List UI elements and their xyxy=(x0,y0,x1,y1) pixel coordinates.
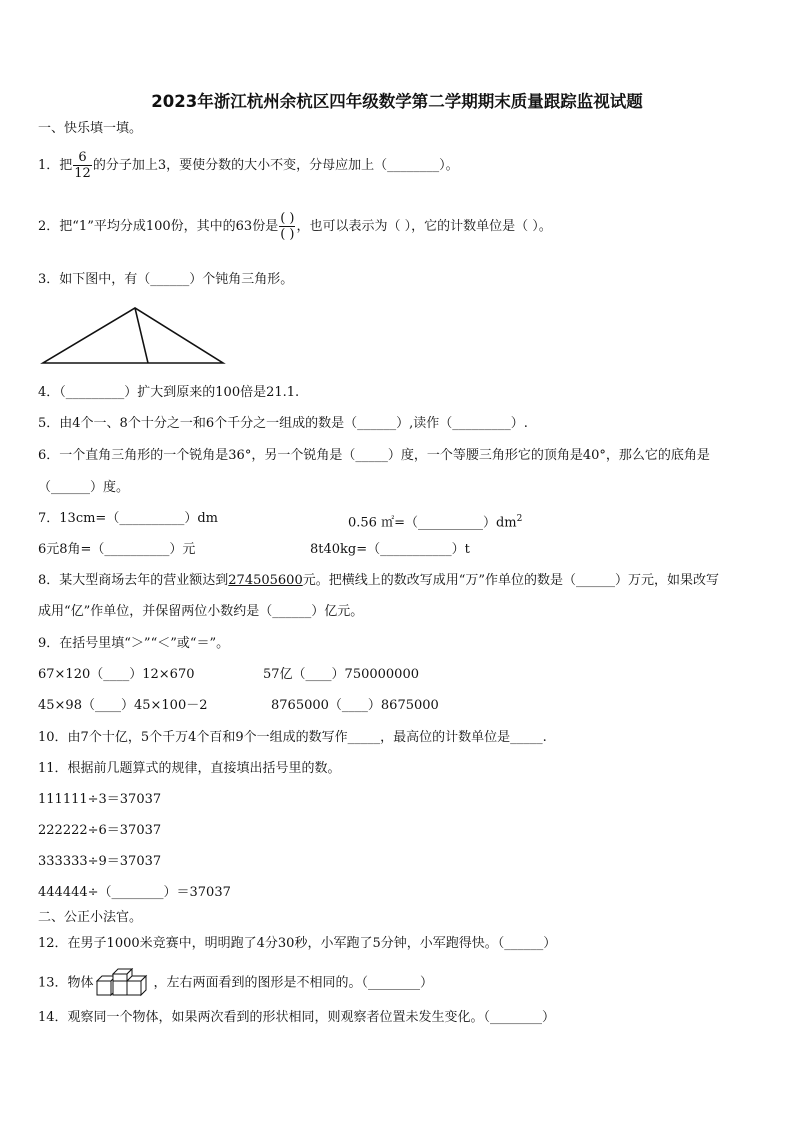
q7-d: 8t40kg=（___________）t xyxy=(310,542,470,557)
q9-a: 67×120（____）12×670 xyxy=(38,667,195,682)
question-6-line-1: 6．一个直角三角形的一个锐角是36°，另一个锐角是（_____）度，一个等腰三角形它的顶角是40°，那么它的底角是 xyxy=(38,448,710,463)
question-8-line-2: 成用“亿”作单位，并保留两位小数约是（______）亿元。 xyxy=(38,604,364,619)
q7-b-text: 0.56 ㎡=（__________）dm xyxy=(348,515,517,531)
question-9-row-1 xyxy=(38,666,758,684)
q1-text-post: 的分子加上3，要使分数的大小不变，分母应加上（________）。 xyxy=(92,158,459,173)
section-heading-2: 二、公正小法官。 xyxy=(38,910,143,925)
q7-b xyxy=(348,510,522,532)
outer-triangle xyxy=(43,308,223,363)
question-6-line-2: （______）度。 xyxy=(38,480,130,495)
dividing-segment xyxy=(135,308,148,363)
q1-text-pre: 1．把 xyxy=(38,158,73,173)
q8-text-post: 元。把横线上的数改写成用“万”作单位的数是（______）万元，如果改写 xyxy=(302,573,720,588)
question-5: 5．由4个一、8个十分之一和6个千分之一组成的数是（______）,读作（_________）. xyxy=(38,416,528,431)
question-4: 4．（_________）扩大到原来的100倍是21.1. xyxy=(38,385,300,400)
q1-numerator: 6 xyxy=(73,150,92,166)
q11-equation: 333333÷9＝37037 xyxy=(38,854,162,869)
question-11-prompt: 11．根据前几题算式的规律，直接填出括号里的数。 xyxy=(38,761,341,776)
q11-equation: 111111÷3＝37037 xyxy=(38,792,162,807)
q13-text-post: ，左右两面看到的图形是不相同的。（________） xyxy=(153,975,434,991)
q11-equation: 222222÷6＝37037 xyxy=(38,823,162,838)
q11-equation: 444444÷（________）＝37037 xyxy=(38,885,231,900)
q1-denominator: 12 xyxy=(74,166,91,181)
q2-fraction xyxy=(279,211,295,242)
page-title: 2023年浙江杭州余杭区四年级数学第二学期期末质量跟踪监视试题 xyxy=(151,92,643,111)
question-1 xyxy=(38,150,459,181)
cube-stack-drawing xyxy=(94,968,154,998)
question-7-row-1 xyxy=(38,510,758,531)
question-13 xyxy=(38,968,433,999)
cube-stack-figure xyxy=(94,968,154,998)
q2-text-post: ，也可以表示为（ ），它的计数单位是（ ）。 xyxy=(296,219,552,234)
q9-c: 45×98（____）45×100－2 xyxy=(38,698,208,713)
q9-d: 8765000（____）8675000 xyxy=(271,698,439,713)
q8-text-pre: 8．某大型商场去年的营业额达到 xyxy=(38,573,229,588)
q8-underlined-number: 274505600 xyxy=(228,573,303,588)
q7-c: 6元8角=（__________）元 xyxy=(38,542,196,557)
q7-b-superscript: 2 xyxy=(516,514,523,524)
question-3: 3．如下图中，有（______）个钝角三角形。 xyxy=(38,272,294,287)
triangle-figure xyxy=(40,305,230,367)
section-heading-1: 一、快乐填一填。 xyxy=(38,121,143,136)
question-9-prompt: 9．在括号里填“＞”“＜”或“＝”。 xyxy=(38,636,230,651)
question-9-row-2 xyxy=(38,697,758,715)
q2-numerator: ( ) xyxy=(280,211,295,226)
q9-b: 57亿（____）750000000 xyxy=(263,667,419,682)
question-12: 12．在男子1000米竞赛中，明明跑了4分30秒，小军跑了5分钟，小军跑得快。（______） xyxy=(38,936,557,951)
question-7-row-2 xyxy=(38,541,758,559)
q1-fraction xyxy=(73,150,92,181)
question-14: 14．观察同一个物体，如果两次看到的形状相同，则观察者位置未发生变化。（________） xyxy=(38,1010,556,1025)
q13-text-pre: 13．物体 xyxy=(38,975,94,991)
question-10: 10．由7个十亿，5个千万4个百和9个一组成的数写作_____，最高位的计数单位是_____. xyxy=(38,730,547,745)
q2-denominator: ( ) xyxy=(280,227,295,242)
question-2 xyxy=(38,211,552,242)
q7-a: 7．13cm=（__________）dm xyxy=(38,511,218,526)
q2-text-pre: 2．把“1”平均分成100份，其中的63份是 xyxy=(38,219,279,234)
question-8-line-1 xyxy=(38,572,719,590)
